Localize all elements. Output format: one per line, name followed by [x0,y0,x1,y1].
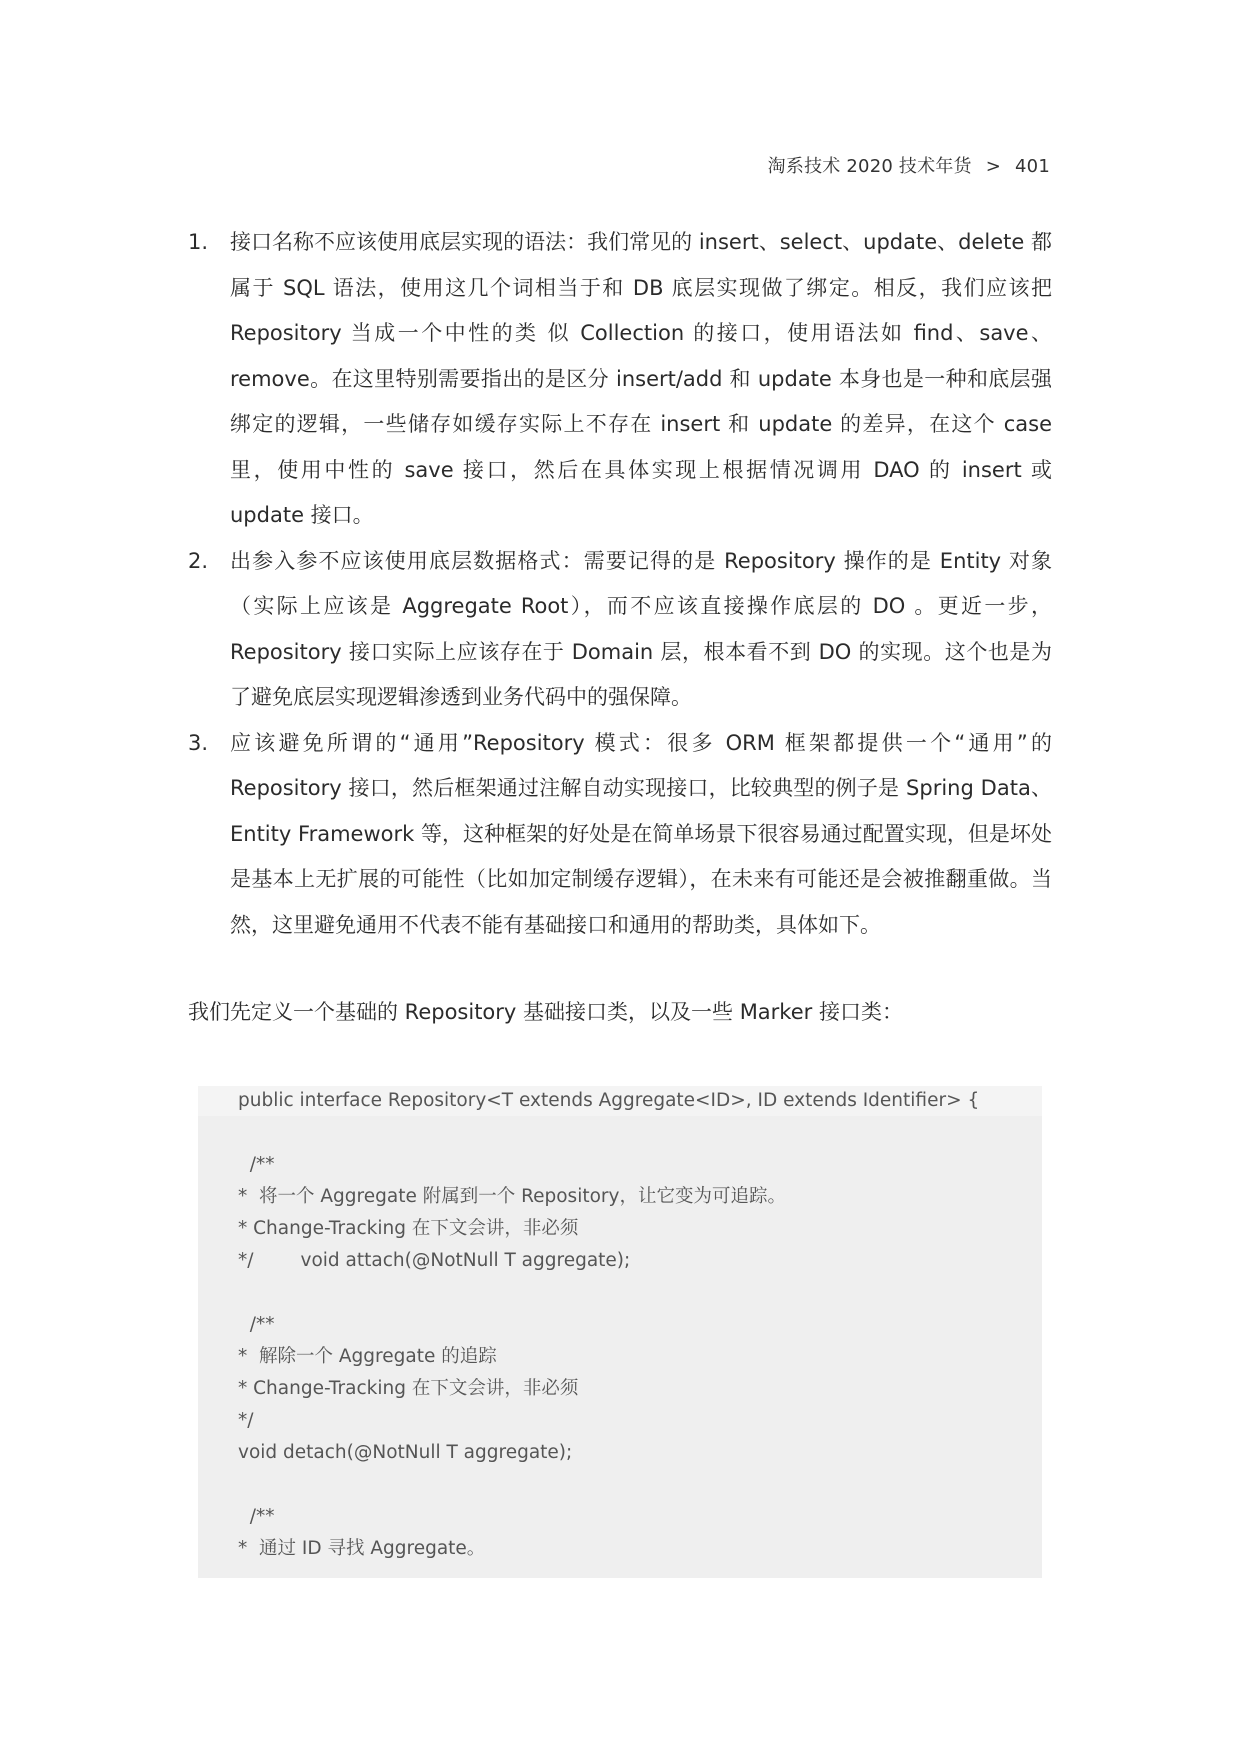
code-line: /** [238,1314,275,1335]
list-item-text: 应该避免所谓的“通用”Repository 模式：很多 ORM 框架都提供一个“通用”的 Repository 接口，然后框架通过注解自动实现接口，比较典型的例子是 Spring Data、Entity Framework 等，这种框架的好处是在简单场景下很容易通过配置实现，但是坏处是基本上无扩展的可能性（比如加定制缓存逻辑），在未来有可能还是会被推翻重做。当然，这里避免通用不代表不能有基础接口和通用的帮助类，具体如下。 [230,730,1052,937]
code-line: */ [238,1410,254,1431]
list-item [188,220,1052,539]
code-line: * 将一个 Aggregate 附属到一个 Repository，让它变为可追踪。 [238,1186,786,1207]
code-block [198,1086,1042,1578]
list-item [188,721,1052,949]
list-item [188,539,1052,721]
code-line: */ void attach(@NotNull T aggregate); [238,1250,631,1271]
page-number: 401 [1015,156,1050,177]
intro-paragraph: 我们先定义一个基础的 Repository 基础接口类，以及一些 Marker 接口类： [188,1000,903,1024]
page-header [768,152,1050,178]
running-title: 淘系技术 2020 技术年货 [767,156,972,177]
list-number: 2. [188,548,209,573]
list-item-text: 出参入参不应该使用底层数据格式：需要记得的是 Repository 操作的是 Entity 对象（实际上应该是 Aggregate Root），而不应该直接操作底层的 DO 。更近一步，Repository 接口实际上应该存在于 Domain 层，根本看不到 DO 的实现。这个也是为了避免底层实现逻辑渗透到业务代码中的强保障。 [230,548,1052,709]
numbered-list [188,220,1052,948]
code-line: * Change-Tracking 在下文会讲，非必须 [238,1218,579,1239]
code-line: void detach(@NotNull T aggregate); [238,1442,573,1463]
header-separator: > [985,156,1002,177]
code-line: * Change-Tracking 在下文会讲，非必须 [238,1378,579,1399]
code-line: * 通过 ID 寻找 Aggregate。 [238,1538,486,1559]
code-line: /** [238,1154,275,1175]
code-line: /** [238,1506,275,1527]
list-number: 3. [188,730,209,755]
code-line: public interface Repository<T extends Aggregate<ID>, ID extends Identifier> { [238,1090,980,1111]
list-number: 1. [188,230,209,254]
code-line: * 解除一个 Aggregate 的追踪 [238,1346,497,1367]
list-item-text: 接口名称不应该使用底层实现的语法：我们常见的 insert、select、update、delete 都属于 SQL 语法，使用这几个词相当于和 DB 底层实现做了绑定。相反，我们应该把 Repository 当成一个中性的类 似 Collection 的接口，使用语法如 find、save、remove。在这里特别需要指出的是区分 insert/add 和 update 本身也是一种和底层强绑定的逻辑，一些储存如缓存实际上不存在 insert 和 update 的差异，在这个 case 里，使用中性的 save 接口，然后在具体实现上根据情况调用 DAO 的 insert 或 update 接口。 [230,230,1053,527]
